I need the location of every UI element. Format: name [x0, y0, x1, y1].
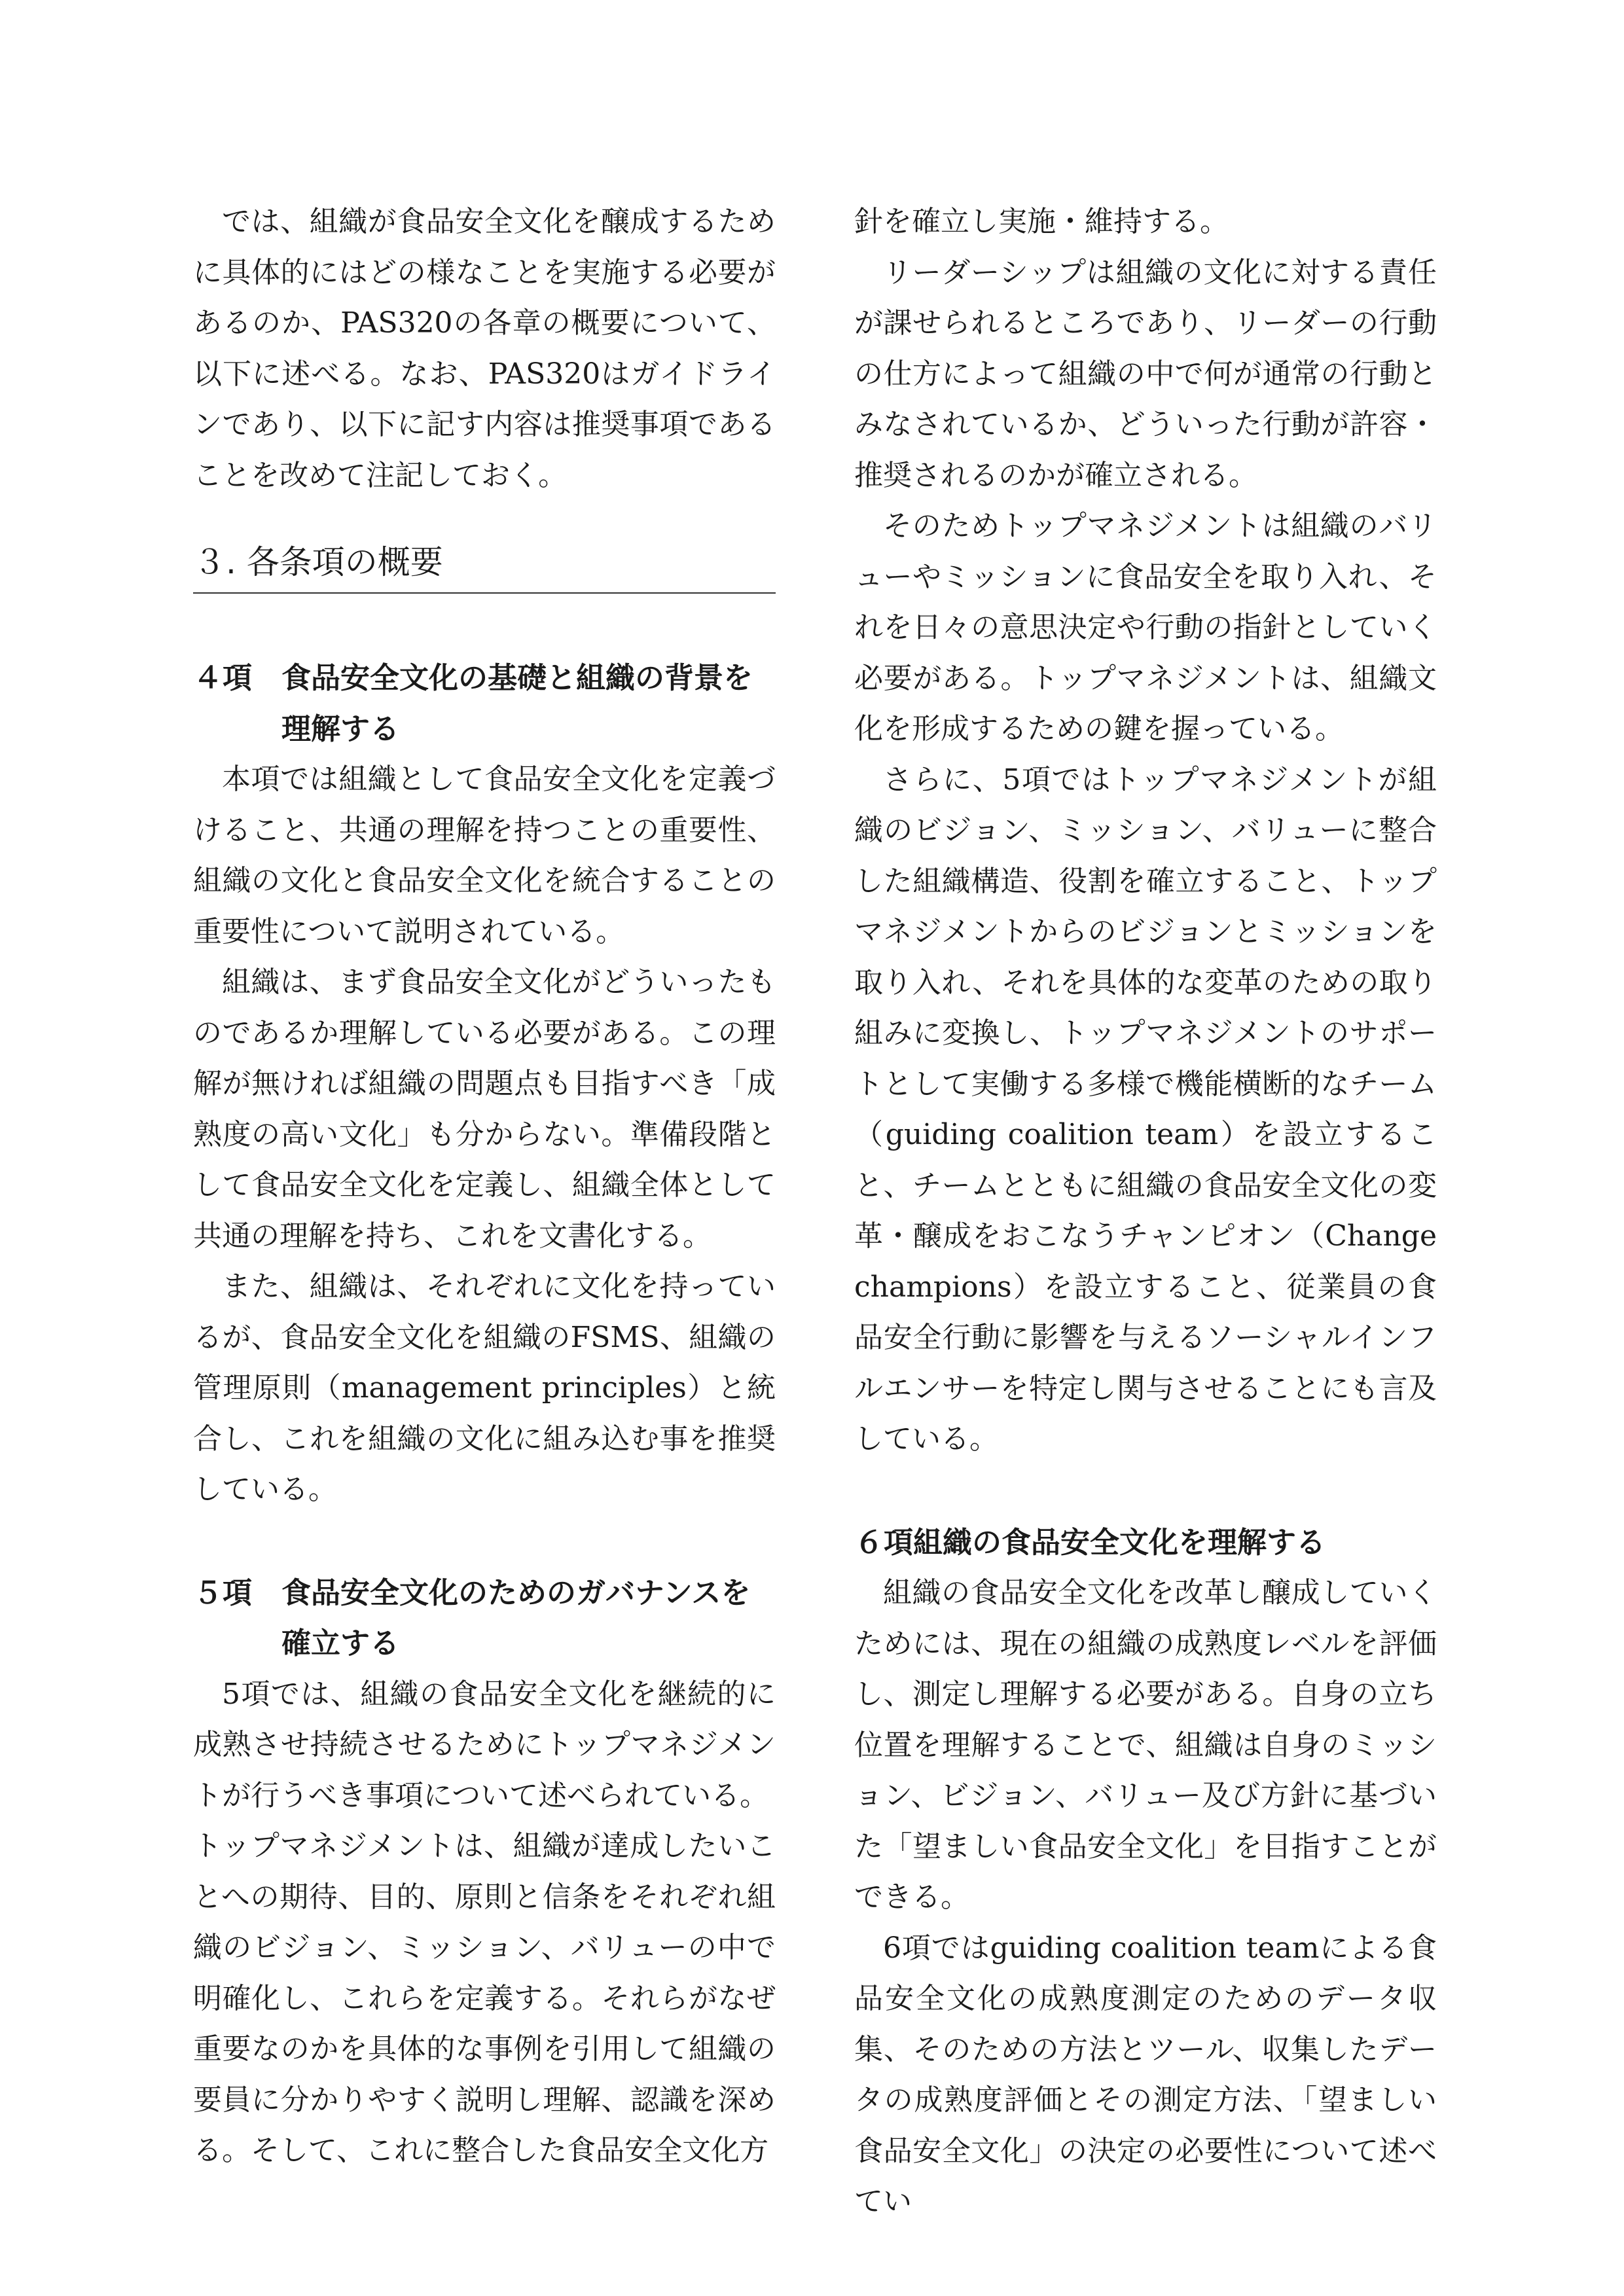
- clause-5-title: 食品安全文化のためのガバナンスを確立する: [281, 1575, 751, 1660]
- clause-5-paragraph: そのためトップマネジメントは組織のバリューやミッションに食品安全を取り入れ、それを日々の意思決定や行動の指針としていく必要がある。トップマネジメントは、組織文化を形成するための鍵を握っている。: [854, 509, 1437, 745]
- clause-6-title: 組織の食品安全文化を理解する: [913, 1524, 1326, 1560]
- clause-5-paragraph: 5項では、組織の食品安全文化を継続的に成熟させ持続させるためにトップマネジメントが行うべき事項について述べられている。: [193, 1677, 776, 1812]
- clause-5-paragraph: さらに、5項ではトップマネジメントが組織のビジョン、ミッション、バリューに整合した組織構造、役割を確立すること、トップマネジメントからのビジョンとミッションを取り入れ、それを具体的な変革のための取り組みに変換し、トップマネジメントのサポートとして実働する多様で機能横断的なチーム（guiding coalition team）を設立すること、チームとともに組織の食品安全文化の変革・醸成をおこなうチャンピオン（Change champions）を設立すること、従業員の食品安全行動に影響を与えるソーシャルインフルエンサーを特定し関与させることにも言及している。: [854, 762, 1437, 1456]
- clause-4-paragraph: 組織は、まず食品安全文化がどういったものであるか理解している必要がある。この理解が無ければ組織の問題点も目指すべき「成熟度の高い文化」も分からない。準備段階として食品安全文化を定義し、組織全体として共通の理解を持ち、これを文書化する。: [193, 965, 776, 1253]
- clause-4-paragraph: また、組織は、それぞれに文化を持っているが、食品安全文化を組織のFSMS、組織の管理原則（management principles）と統合し、これを組織の文化に組み込む事を推奨している。: [193, 1270, 776, 1506]
- clause-6-heading: [854, 1517, 1437, 1568]
- intro-paragraph: では、組織が食品安全文化を醸成するために具体的にはどの様なことを実施する必要があるのか、PAS320の各章の概要について、以下に述べる。なお、PAS320はガイドラインであり、以下に記す内容は推奨事項であることを改めて注記しておく。: [193, 205, 776, 492]
- clause-6-paragraph: 6項ではguiding coalition teamによる食品安全文化の成熟度測定のためのデータ収集、そのための方法とツール、収集したデータの成熟度評価とその測定方法、「望ましい食品安全文化」の決定の必要性について述べてい: [854, 1931, 1437, 2218]
- clause-5-paragraph: トップマネジメントは、組織が達成したいことへの期待、目的、原則と信条をそれぞれ組織のビジョン、ミッション、バリューの中で明確化し、これらを定義する。それらがなぜ重要なのかを具体的な事例を引用して組織の要員に分かりやすく説明し理解、認識を深める。そして、これに整合した食品安全文化方: [193, 1829, 776, 2167]
- clause-4-paragraph: 本項では組織として食品安全文化を定義づけること、共通の理解を持つことの重要性、組織の文化と食品安全文化を統合することの重要性について説明されている。: [193, 762, 776, 948]
- right-column: [854, 196, 1437, 2227]
- clause-5-number: ５項: [193, 1575, 253, 1610]
- clause-5-heading: [193, 1568, 776, 1669]
- clause-4-heading: [193, 653, 776, 754]
- clause-6-number: ６項: [854, 1524, 914, 1560]
- left-column: [193, 196, 776, 2176]
- clause-5-continuation: 針を確立し実施・維持する。: [854, 205, 1229, 238]
- clause-4-title: 食品安全文化の基礎と組織の背景を理解する: [281, 660, 753, 746]
- clause-6-paragraph: 組織の食品安全文化を改革し醸成していくためには、現在の組織の成熟度レベルを評価し、測定し理解する必要がある。自身の立ち位置を理解することで、組織は自身のミッション、ビジョン、バリュー及び方針に基づいた「望ましい食品安全文化」を目指すことができる。: [854, 1576, 1437, 1914]
- section-heading: ３. 各条項の概要: [193, 536, 776, 594]
- clause-5-paragraph: リーダーシップは組織の文化に対する責任が課せられるところであり、リーダーの行動の仕方によって組織の中で何が通常の行動とみなされているか、どういった行動が許容・推奨されるのかが確立される。: [854, 255, 1437, 492]
- clause-4-number: ４項: [193, 660, 253, 695]
